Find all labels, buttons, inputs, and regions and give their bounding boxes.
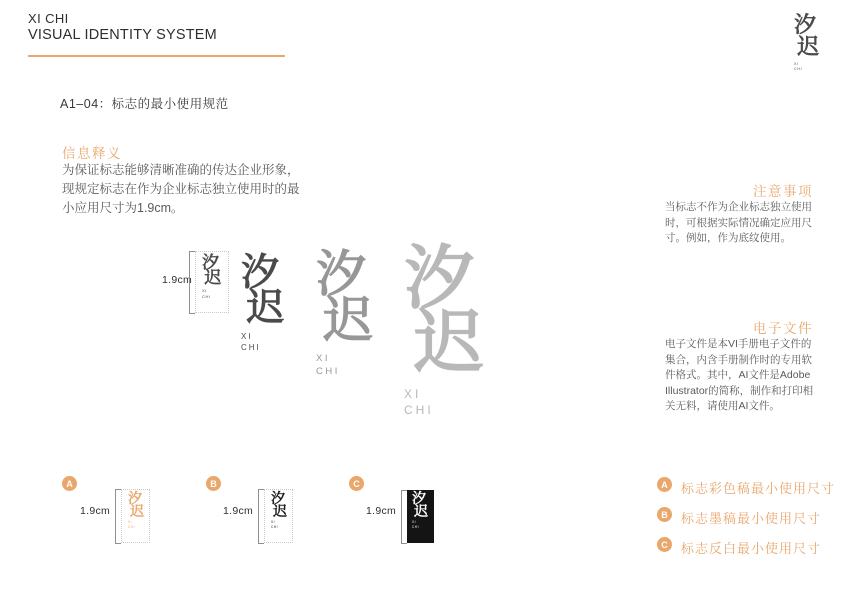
logo-specimen-color bbox=[128, 493, 144, 529]
logo-latin bbox=[316, 353, 340, 379]
badge-c-letter: C bbox=[353, 478, 360, 489]
page-heading: A1–04：标志的最小使用规范 bbox=[60, 97, 229, 111]
badge-b bbox=[206, 476, 221, 491]
info-section-body: 为保证标志能够清晰准确的传达企业形象，现规定标志在作为企业标志独立使用时的最小应用尺寸为1.9cm。 bbox=[62, 163, 300, 215]
notes-section-title: 注意事项 bbox=[753, 184, 813, 199]
badge-b-letter: B bbox=[210, 478, 217, 489]
legend-badge-b-letter: B bbox=[661, 509, 668, 520]
logo-scale-xlarge bbox=[404, 236, 484, 419]
logo-scale-large bbox=[316, 244, 373, 379]
logo-specimen-ink bbox=[271, 493, 287, 529]
logo-latin bbox=[202, 288, 211, 299]
logo-latin bbox=[241, 332, 261, 354]
logo-latin-line2: CHI bbox=[794, 66, 803, 71]
header-accent-rule bbox=[28, 55, 285, 57]
logo-char-top: 汐 bbox=[128, 491, 142, 507]
logo-char-top: 汐 bbox=[316, 244, 366, 303]
min-size-frame bbox=[195, 251, 229, 313]
badge-c bbox=[349, 476, 364, 491]
legend-label-b: 标志墨稿最小使用尺寸 bbox=[681, 511, 822, 526]
legend-badge-b bbox=[657, 507, 672, 522]
corner-brand-logo bbox=[794, 14, 819, 72]
logo-latin-line2: CHI bbox=[404, 403, 434, 418]
logo-latin-line1: XI bbox=[202, 288, 207, 294]
logo-latin-line2: CHI bbox=[271, 524, 278, 529]
logo-char-bottom: 迟 bbox=[129, 503, 144, 520]
logo-latin-line1: XI bbox=[128, 520, 133, 525]
logo-char-bottom: 迟 bbox=[323, 290, 373, 349]
logo-latin-line2: CHI bbox=[316, 365, 340, 377]
logo-latin-line2: CHI bbox=[202, 293, 211, 299]
logo-latin-line1: XI bbox=[794, 62, 799, 67]
legend-label-a: 标志彩色稿最小使用尺寸 bbox=[681, 481, 836, 496]
specimen-a-frame bbox=[121, 489, 150, 543]
logo-char-bottom: 迟 bbox=[246, 284, 285, 330]
logo-latin-line1: XI bbox=[316, 353, 330, 364]
logo-latin-line2: CHI bbox=[241, 343, 261, 353]
logo-latin-line1: XI bbox=[412, 520, 417, 525]
files-section-title: 电子文件 bbox=[753, 321, 813, 336]
logo-min-size bbox=[202, 255, 221, 299]
logo-char-top: 汐 bbox=[794, 12, 817, 38]
logo-latin bbox=[794, 62, 802, 71]
logo-char-bottom: 迟 bbox=[272, 503, 287, 520]
logo-latin bbox=[128, 520, 135, 529]
logo-latin bbox=[412, 520, 419, 529]
files-section-body: 电子文件是本VI手册电子文件的集合，内含手册制作时的专用软件格式。其中，AI文件是Adobe Illustrator的简称，制作和打印相关无料，请使用AI文件。 bbox=[665, 338, 814, 412]
legend-badge-a bbox=[657, 477, 672, 492]
notes-section-body: 当标志不作为企业标志独立使用时，可根据实际情况确定应用尺寸。例如，作为底纹使用。 bbox=[665, 201, 812, 244]
logo-char-bottom: 迟 bbox=[413, 503, 428, 520]
logo-char-top: 汐 bbox=[271, 491, 285, 507]
legend-badge-c bbox=[657, 537, 672, 552]
logo-latin-line2: CHI bbox=[412, 524, 419, 529]
logo-latin-line2: CHI bbox=[128, 524, 135, 529]
specimen-b-size-label: 1.9cm bbox=[223, 505, 254, 517]
min-size-label: 1.9cm bbox=[162, 274, 193, 286]
logo-char-top: 汐 bbox=[404, 236, 474, 319]
logo-latin-line1: XI bbox=[404, 387, 422, 402]
logo-latin bbox=[271, 520, 278, 529]
legend-badge-a-letter: A bbox=[661, 479, 668, 490]
logo-char-bottom: 迟 bbox=[797, 34, 820, 61]
badge-a bbox=[62, 476, 77, 491]
logo-char-bottom: 迟 bbox=[413, 300, 484, 384]
logo-char-top: 汐 bbox=[202, 253, 219, 273]
info-section-title: 信息释义 bbox=[62, 146, 122, 161]
specimen-a-size-label: 1.9cm bbox=[80, 505, 111, 517]
specimen-c-frame bbox=[407, 490, 434, 543]
logo-scale-medium bbox=[241, 249, 285, 354]
specimen-b-frame bbox=[264, 489, 293, 543]
logo-char-top: 汐 bbox=[241, 249, 280, 294]
logo-specimen-reversed bbox=[412, 493, 428, 529]
badge-a-letter: A bbox=[66, 478, 73, 489]
logo-latin bbox=[404, 386, 434, 418]
legend-label-c: 标志反白最小使用尺寸 bbox=[681, 541, 822, 556]
header-subtitle: VISUAL IDENTITY SYSTEM bbox=[28, 27, 217, 43]
logo-char-top: 汐 bbox=[412, 491, 426, 507]
logo-latin-line1: XI bbox=[241, 332, 253, 342]
header-brand-name: XI CHI bbox=[28, 11, 69, 26]
logo-char-bottom: 迟 bbox=[204, 268, 222, 289]
legend-badge-c-letter: C bbox=[661, 539, 668, 550]
logo-latin-line1: XI bbox=[271, 520, 276, 525]
specimen-c-size-label: 1.9cm bbox=[366, 505, 397, 517]
